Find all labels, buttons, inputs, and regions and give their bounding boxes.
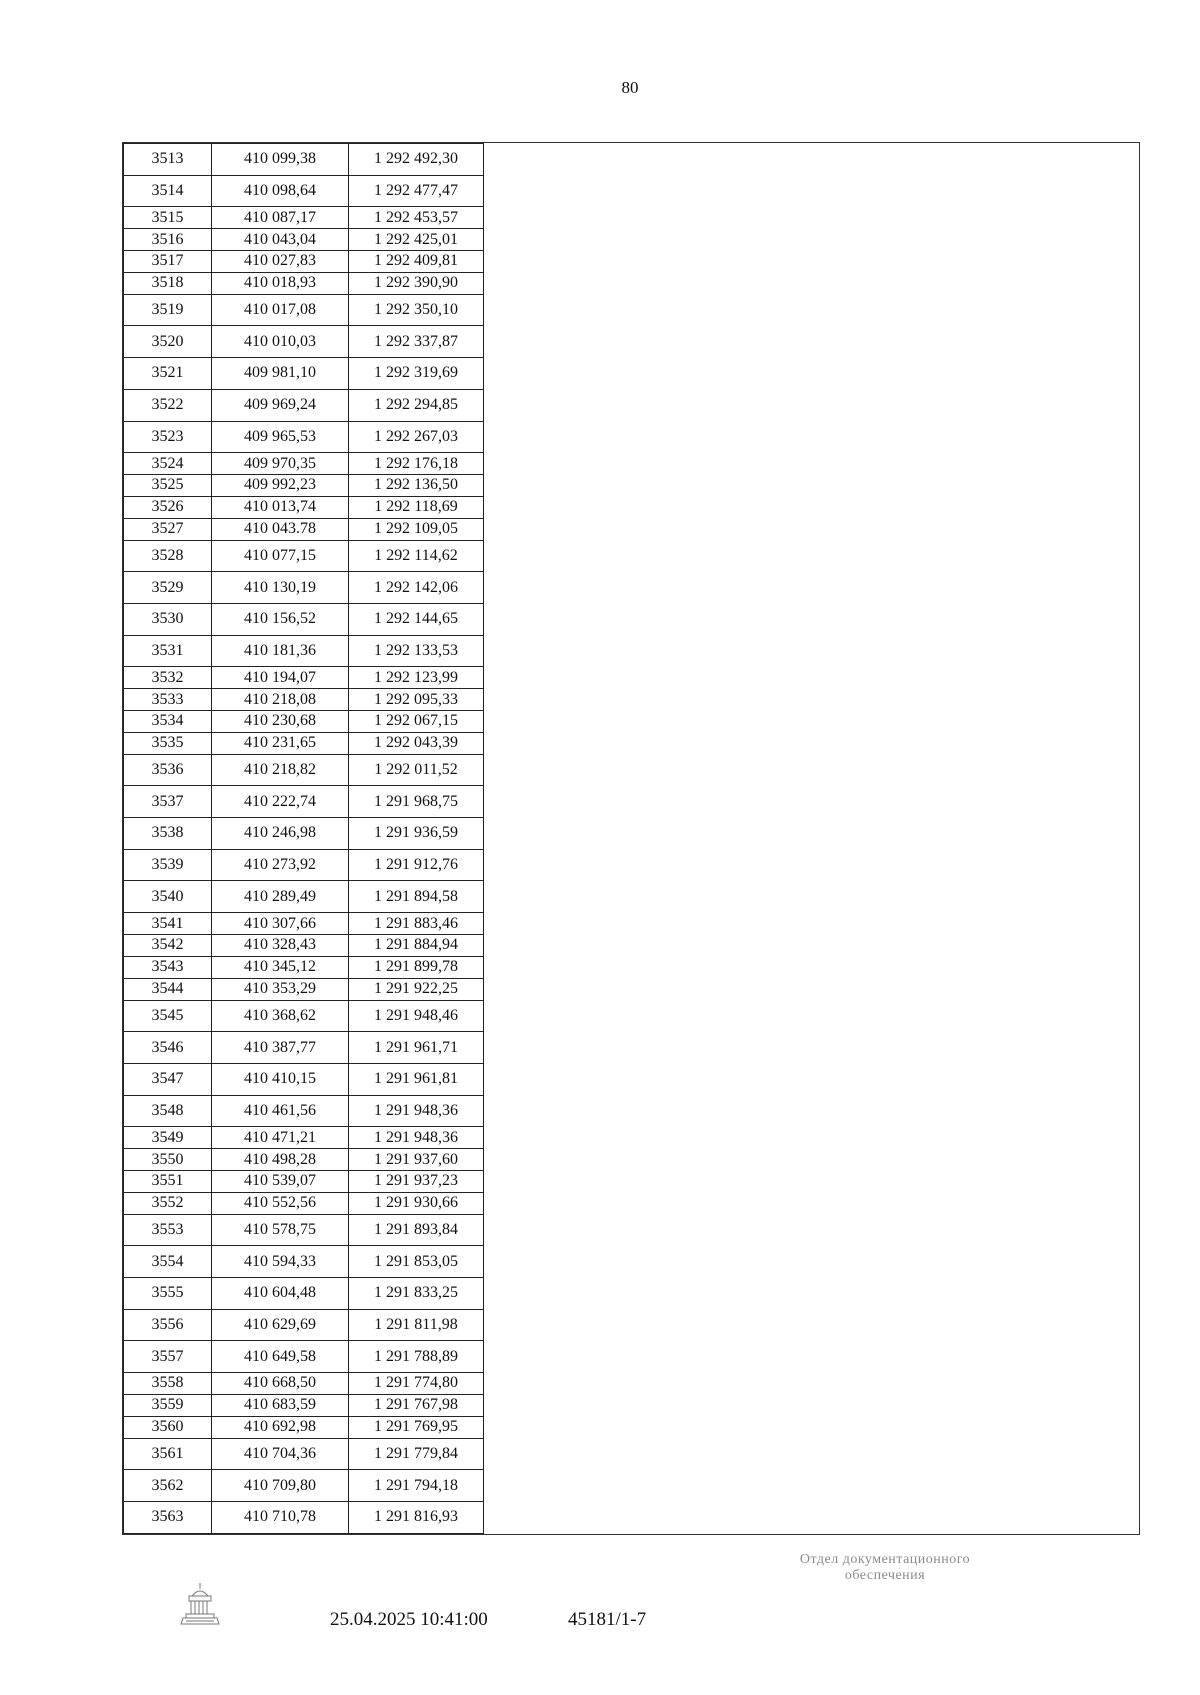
table-row [124, 732, 484, 754]
table-row [124, 1309, 484, 1341]
table-row [124, 1416, 484, 1438]
x-coordinate-cell: 410 353,29 [212, 978, 349, 1000]
x-coordinate-cell: 409 970,35 [212, 453, 349, 475]
y-coordinate-cell: 1 292 144,65 [349, 603, 484, 635]
y-coordinate-cell: 1 291 767,98 [349, 1394, 484, 1416]
x-coordinate-cell: 410 387,77 [212, 1032, 349, 1064]
table-row [124, 175, 484, 207]
y-coordinate-cell: 1 291 936,59 [349, 818, 484, 850]
y-coordinate-cell: 1 292 109,05 [349, 518, 484, 540]
y-coordinate-cell: 1 291 948,36 [349, 1127, 484, 1149]
y-coordinate-cell: 1 291 893,84 [349, 1214, 484, 1246]
y-coordinate-cell: 1 292 294,85 [349, 389, 484, 421]
x-coordinate-cell: 410 461,56 [212, 1095, 349, 1127]
y-coordinate-cell: 1 292 123,99 [349, 667, 484, 689]
x-coordinate-cell: 410 273,92 [212, 849, 349, 881]
point-number-cell: 3517 [124, 251, 212, 273]
table-row [124, 496, 484, 518]
y-coordinate-cell: 1 291 937,23 [349, 1170, 484, 1192]
x-coordinate-cell: 410 704,36 [212, 1438, 349, 1470]
point-number-cell: 3513 [124, 144, 212, 176]
x-coordinate-cell: 410 043.78 [212, 518, 349, 540]
y-coordinate-cell: 1 292 142,06 [349, 572, 484, 604]
table-row [124, 1278, 484, 1310]
x-coordinate-cell: 410 552,56 [212, 1192, 349, 1214]
point-number-cell: 3527 [124, 518, 212, 540]
table-row [124, 934, 484, 956]
y-coordinate-cell: 1 291 779,84 [349, 1438, 484, 1470]
table-row [124, 207, 484, 229]
x-coordinate-cell: 410 043,04 [212, 229, 349, 251]
table-row [124, 1095, 484, 1127]
x-coordinate-cell: 410 471,21 [212, 1127, 349, 1149]
y-coordinate-cell: 1 291 922,25 [349, 978, 484, 1000]
table-row [124, 1127, 484, 1149]
x-coordinate-cell: 410 099,38 [212, 144, 349, 176]
y-coordinate-cell: 1 292 136,50 [349, 475, 484, 497]
x-coordinate-cell: 410 307,66 [212, 913, 349, 935]
table-row [124, 518, 484, 540]
point-number-cell: 3530 [124, 603, 212, 635]
x-coordinate-cell: 410 027,83 [212, 251, 349, 273]
x-coordinate-cell: 410 218,08 [212, 689, 349, 711]
x-coordinate-cell: 410 368,62 [212, 1000, 349, 1032]
footer-document-code: 45181/1-7 [568, 1609, 647, 1630]
point-number-cell: 3545 [124, 1000, 212, 1032]
y-coordinate-cell: 1 291 774,80 [349, 1373, 484, 1395]
department-stamp [740, 1552, 1030, 1584]
point-number-cell: 3544 [124, 978, 212, 1000]
y-coordinate-cell: 1 292 337,87 [349, 326, 484, 358]
point-number-cell: 3548 [124, 1095, 212, 1127]
x-coordinate-cell: 409 969,24 [212, 389, 349, 421]
point-number-cell: 3563 [124, 1501, 212, 1533]
x-coordinate-cell: 410 594,33 [212, 1246, 349, 1278]
table-row [124, 786, 484, 818]
x-coordinate-cell: 410 010,03 [212, 326, 349, 358]
y-coordinate-cell: 1 291 894,58 [349, 881, 484, 913]
x-coordinate-cell: 410 246,98 [212, 818, 349, 850]
y-coordinate-cell: 1 291 961,81 [349, 1063, 484, 1095]
y-coordinate-cell: 1 291 853,05 [349, 1246, 484, 1278]
y-coordinate-cell: 1 291 899,78 [349, 956, 484, 978]
y-coordinate-cell: 1 292 043,39 [349, 732, 484, 754]
page-number: 80 [621, 78, 639, 97]
table-row [124, 572, 484, 604]
point-number-cell: 3542 [124, 934, 212, 956]
x-coordinate-cell: 410 410,15 [212, 1063, 349, 1095]
coordinates-table-body [124, 144, 484, 1534]
point-number-cell: 3555 [124, 1278, 212, 1310]
x-coordinate-cell: 410 345,12 [212, 956, 349, 978]
table-row [124, 667, 484, 689]
table-row [124, 1501, 484, 1533]
point-number-cell: 3518 [124, 272, 212, 294]
y-coordinate-cell: 1 291 884,94 [349, 934, 484, 956]
point-number-cell: 3536 [124, 754, 212, 786]
point-number-cell: 3539 [124, 849, 212, 881]
point-number-cell: 3540 [124, 881, 212, 913]
table-row [124, 1000, 484, 1032]
point-number-cell: 3525 [124, 475, 212, 497]
y-coordinate-cell: 1 292 067,15 [349, 711, 484, 733]
footer-datetime: 25.04.2025 10:41:00 [330, 1609, 488, 1630]
point-number-cell: 3522 [124, 389, 212, 421]
table-row [124, 818, 484, 850]
table-row [124, 1170, 484, 1192]
y-coordinate-cell: 1 292 409,81 [349, 251, 484, 273]
y-coordinate-cell: 1 292 319,69 [349, 358, 484, 390]
point-number-cell: 3547 [124, 1063, 212, 1095]
table-row [124, 1246, 484, 1278]
point-number-cell: 3532 [124, 667, 212, 689]
y-coordinate-cell: 1 292 350,10 [349, 294, 484, 326]
table-row [124, 251, 484, 273]
y-coordinate-cell: 1 291 788,89 [349, 1341, 484, 1373]
table-row [124, 754, 484, 786]
y-coordinate-cell: 1 291 961,71 [349, 1032, 484, 1064]
y-coordinate-cell: 1 292 133,53 [349, 635, 484, 667]
y-coordinate-cell: 1 291 912,76 [349, 849, 484, 881]
x-coordinate-cell: 410 328,43 [212, 934, 349, 956]
x-coordinate-cell: 410 013,74 [212, 496, 349, 518]
point-number-cell: 3526 [124, 496, 212, 518]
y-coordinate-cell: 1 291 833,25 [349, 1278, 484, 1310]
point-number-cell: 3537 [124, 786, 212, 818]
table-row [124, 603, 484, 635]
y-coordinate-cell: 1 291 811,98 [349, 1309, 484, 1341]
point-number-cell: 3535 [124, 732, 212, 754]
x-coordinate-cell: 409 992,23 [212, 475, 349, 497]
point-number-cell: 3528 [124, 540, 212, 572]
x-coordinate-cell: 410 130,19 [212, 572, 349, 604]
x-coordinate-cell: 410 218,82 [212, 754, 349, 786]
point-number-cell: 3524 [124, 453, 212, 475]
table-row [124, 689, 484, 711]
x-coordinate-cell: 410 629,69 [212, 1309, 349, 1341]
table-row [124, 229, 484, 251]
point-number-cell: 3558 [124, 1373, 212, 1395]
y-coordinate-cell: 1 291 769,95 [349, 1416, 484, 1438]
point-number-cell: 3516 [124, 229, 212, 251]
y-coordinate-cell: 1 291 816,93 [349, 1501, 484, 1533]
table-row [124, 1063, 484, 1095]
y-coordinate-cell: 1 292 011,52 [349, 754, 484, 786]
y-coordinate-cell: 1 291 883,46 [349, 913, 484, 935]
y-coordinate-cell: 1 292 477,47 [349, 175, 484, 207]
x-coordinate-cell: 410 087,17 [212, 207, 349, 229]
point-number-cell: 3561 [124, 1438, 212, 1470]
table-row [124, 635, 484, 667]
y-coordinate-cell: 1 291 948,46 [349, 1000, 484, 1032]
table-row [124, 1192, 484, 1214]
point-number-cell: 3541 [124, 913, 212, 935]
point-number-cell: 3549 [124, 1127, 212, 1149]
y-coordinate-cell: 1 292 176,18 [349, 453, 484, 475]
point-number-cell: 3562 [124, 1470, 212, 1502]
point-number-cell: 3533 [124, 689, 212, 711]
table-row [124, 453, 484, 475]
x-coordinate-cell: 410 498,28 [212, 1149, 349, 1171]
table-row [124, 1149, 484, 1171]
emblem-icon [178, 1580, 222, 1630]
point-number-cell: 3523 [124, 421, 212, 453]
point-number-cell: 3557 [124, 1341, 212, 1373]
table-row [124, 913, 484, 935]
table-row [124, 1394, 484, 1416]
x-coordinate-cell: 410 194,07 [212, 667, 349, 689]
point-number-cell: 3515 [124, 207, 212, 229]
x-coordinate-cell: 410 017,08 [212, 294, 349, 326]
point-number-cell: 3514 [124, 175, 212, 207]
x-coordinate-cell: 409 965,53 [212, 421, 349, 453]
x-coordinate-cell: 410 289,49 [212, 881, 349, 913]
y-coordinate-cell: 1 292 390,90 [349, 272, 484, 294]
point-number-cell: 3521 [124, 358, 212, 390]
point-number-cell: 3559 [124, 1394, 212, 1416]
point-number-cell: 3553 [124, 1214, 212, 1246]
x-coordinate-cell: 410 649,58 [212, 1341, 349, 1373]
table-row [124, 475, 484, 497]
x-coordinate-cell: 410 692,98 [212, 1416, 349, 1438]
table-row [124, 294, 484, 326]
table-row [124, 144, 484, 176]
table-row [124, 540, 484, 572]
point-number-cell: 3560 [124, 1416, 212, 1438]
x-coordinate-cell: 410 077,15 [212, 540, 349, 572]
x-coordinate-cell: 410 181,36 [212, 635, 349, 667]
y-coordinate-cell: 1 291 968,75 [349, 786, 484, 818]
x-coordinate-cell: 410 230,68 [212, 711, 349, 733]
point-number-cell: 3550 [124, 1149, 212, 1171]
table-row [124, 1341, 484, 1373]
y-coordinate-cell: 1 292 114,62 [349, 540, 484, 572]
point-number-cell: 3529 [124, 572, 212, 604]
table-row [124, 1214, 484, 1246]
x-coordinate-cell: 410 231,65 [212, 732, 349, 754]
table-row [124, 1470, 484, 1502]
x-coordinate-cell: 410 539,07 [212, 1170, 349, 1192]
x-coordinate-cell: 410 710,78 [212, 1501, 349, 1533]
x-coordinate-cell: 409 981,10 [212, 358, 349, 390]
table-row [124, 389, 484, 421]
y-coordinate-cell: 1 292 425,01 [349, 229, 484, 251]
point-number-cell: 3534 [124, 711, 212, 733]
table-row [124, 1373, 484, 1395]
point-number-cell: 3520 [124, 326, 212, 358]
x-coordinate-cell: 410 709,80 [212, 1470, 349, 1502]
y-coordinate-cell: 1 292 267,03 [349, 421, 484, 453]
table-row [124, 956, 484, 978]
y-coordinate-cell: 1 291 930,66 [349, 1192, 484, 1214]
x-coordinate-cell: 410 683,59 [212, 1394, 349, 1416]
coordinates-table [123, 143, 484, 1534]
point-number-cell: 3554 [124, 1246, 212, 1278]
x-coordinate-cell: 410 018,93 [212, 272, 349, 294]
x-coordinate-cell: 410 098,64 [212, 175, 349, 207]
y-coordinate-cell: 1 291 794,18 [349, 1470, 484, 1502]
table-row [124, 358, 484, 390]
table-row [124, 711, 484, 733]
point-number-cell: 3552 [124, 1192, 212, 1214]
x-coordinate-cell: 410 222,74 [212, 786, 349, 818]
department-line-1: Отдел документационного [799, 1552, 971, 1567]
table-row [124, 272, 484, 294]
point-number-cell: 3556 [124, 1309, 212, 1341]
point-number-cell: 3543 [124, 956, 212, 978]
x-coordinate-cell: 410 668,50 [212, 1373, 349, 1395]
x-coordinate-cell: 410 156,52 [212, 603, 349, 635]
point-number-cell: 3551 [124, 1170, 212, 1192]
point-number-cell: 3531 [124, 635, 212, 667]
y-coordinate-cell: 1 292 453,57 [349, 207, 484, 229]
point-number-cell: 3538 [124, 818, 212, 850]
y-coordinate-cell: 1 292 492,30 [349, 144, 484, 176]
table-row [124, 1032, 484, 1064]
y-coordinate-cell: 1 292 095,33 [349, 689, 484, 711]
department-line-2: обеспечения [844, 1568, 926, 1584]
table-row [124, 881, 484, 913]
point-number-cell: 3546 [124, 1032, 212, 1064]
y-coordinate-cell: 1 292 118,69 [349, 496, 484, 518]
table-row [124, 978, 484, 1000]
table-row [124, 421, 484, 453]
table-row [124, 1438, 484, 1470]
table-row [124, 849, 484, 881]
table-frame [122, 142, 1140, 1535]
y-coordinate-cell: 1 291 937,60 [349, 1149, 484, 1171]
x-coordinate-cell: 410 578,75 [212, 1214, 349, 1246]
point-number-cell: 3519 [124, 294, 212, 326]
x-coordinate-cell: 410 604,48 [212, 1278, 349, 1310]
y-coordinate-cell: 1 291 948,36 [349, 1095, 484, 1127]
table-row [124, 326, 484, 358]
